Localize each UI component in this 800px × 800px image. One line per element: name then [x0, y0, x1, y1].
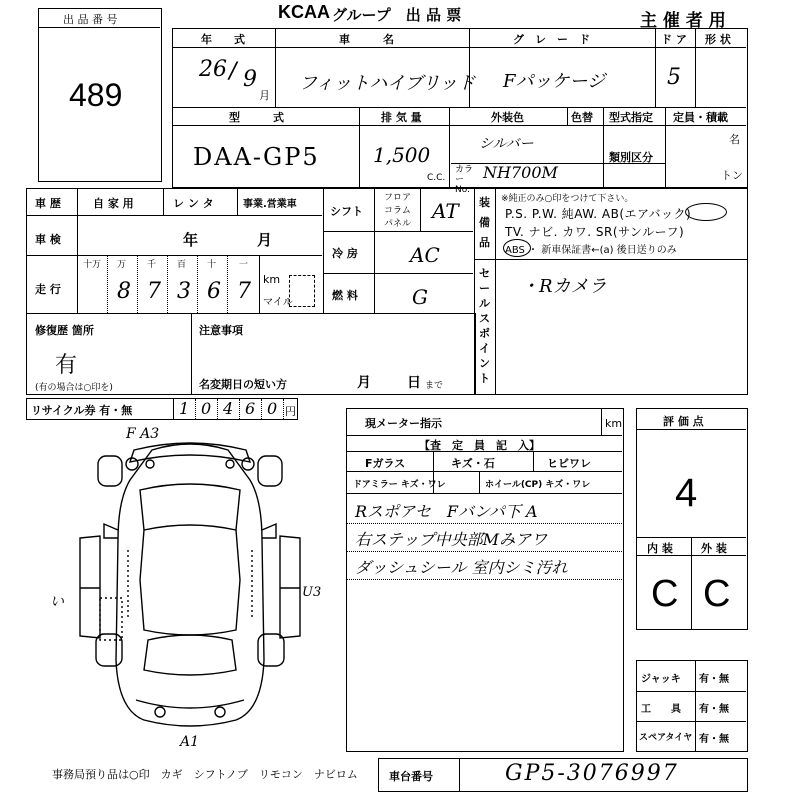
col-door: ド ア — [661, 33, 687, 46]
equipment-note: ※純正のみ○印をつけて下さい。 — [501, 194, 634, 204]
col-body: 形 状 — [705, 33, 731, 46]
fuel-label: 燃 料 — [332, 289, 358, 302]
diagram-front-mark: F A3 — [126, 426, 160, 442]
jack-label: ジャッキ — [641, 674, 681, 685]
digit-label-1k: 千 — [147, 260, 157, 270]
grade-value: Fパッケージ — [503, 71, 606, 92]
meter-unit: km — [605, 417, 623, 430]
exterior-label: 外 装 — [701, 542, 727, 555]
displacement-unit: C.C. — [427, 173, 446, 183]
chassis-label: 車台番号 — [389, 770, 433, 783]
mileage-digit: 8 — [117, 279, 131, 304]
equipment-row-2: TV. ナビ. カワ. SR(サンルーフ) — [505, 225, 685, 239]
recycle-digit: 0 — [267, 399, 278, 418]
chassis-block — [378, 758, 748, 792]
diagram-left-mark: い — [50, 594, 64, 610]
inspection-note: ダッシュシール 室内シミ汚れ — [355, 558, 568, 577]
col-color: 外装色 — [491, 111, 524, 124]
mileage-digit: 7 — [147, 279, 161, 304]
evaluation-block — [636, 408, 748, 630]
history-label: 車 歴 — [35, 197, 61, 210]
evaluation-label: 評 価 点 — [663, 415, 704, 428]
col-capacity: 定員・積載 — [673, 111, 728, 124]
car-name: フィットハイブリッド — [299, 73, 476, 94]
col-model: 型 式 — [229, 111, 284, 124]
unit-km: km — [263, 273, 281, 286]
color-value: シルバー — [479, 136, 534, 152]
mileage-digit: 6 — [207, 279, 221, 304]
shift-opt-floor: フロア — [384, 193, 412, 203]
mileage-digit: 3 — [177, 279, 191, 304]
color-no-label: カラー No. — [455, 165, 474, 195]
diagram-right-mark: U3 — [302, 585, 322, 600]
ac-label: 冷 房 — [332, 247, 358, 260]
lot-number: 489 — [69, 77, 123, 113]
mileage-label: 走 行 — [35, 283, 61, 296]
col-displacement: 排 気 量 — [381, 111, 422, 124]
deadline-until: まで — [425, 381, 444, 391]
mileage-digit: 7 — [237, 279, 251, 304]
glass-label: Fガラス — [365, 457, 406, 470]
model-value: DAA-GP5 — [193, 143, 320, 171]
digit-label-100k: 十万 — [83, 260, 102, 270]
recycle-unit: 円 — [285, 405, 296, 418]
inspection-header: 【査 定 員 記 入】 — [419, 439, 540, 452]
opt-business: 事業.営業車 — [243, 199, 297, 210]
repair-note: (有の場合は○印を) — [35, 383, 113, 393]
shift-opt-panel: パネル — [384, 219, 412, 229]
exterior-grade: C — [703, 573, 731, 615]
col-color-change: 色替 — [571, 111, 593, 124]
car-body-diagram — [40, 420, 340, 750]
recycle-block — [26, 398, 298, 420]
equipment-row-1: P.S. P.W. 純AW. AB(エアバック) — [505, 207, 692, 221]
month-value: 9 — [243, 67, 257, 92]
office-items: 事務局預り品は○印 カギ シフトノブ リモコン ナビロム — [52, 768, 358, 781]
inspection-label: 車 検 — [35, 233, 61, 246]
recycle-digit: 0 — [201, 399, 212, 418]
tools-block — [636, 660, 748, 752]
diagram-rear-mark: A1 — [180, 734, 200, 750]
lot-number-box — [38, 8, 162, 182]
history-block — [26, 188, 324, 314]
digit-label-10: 十 — [207, 260, 217, 270]
shift-value: AT — [432, 199, 459, 223]
caution-label: 注意事項 — [199, 324, 243, 337]
recycle-digit: 6 — [245, 399, 256, 418]
shift-block — [323, 188, 475, 314]
sheet-title: グループ 出 品 票 — [332, 6, 462, 24]
mirror-label: ドアミラー キズ・ワレ — [353, 480, 446, 490]
evaluation-score: 4 — [675, 471, 698, 515]
deadline-day: 日 — [407, 375, 421, 391]
wheel-label: ホイール(CP) キズ・ワレ — [485, 480, 591, 490]
fuel-value: G — [412, 285, 428, 309]
header-logo — [278, 2, 330, 23]
digit-label-10k: 万 — [117, 260, 127, 270]
repair-label: 修復歴 箇所 — [35, 324, 94, 337]
shift-label: シフト — [330, 205, 363, 218]
glass-options: キズ・石 — [451, 457, 495, 470]
recycle-digit: 4 — [223, 399, 234, 418]
crack-label: ヒビワレ — [547, 457, 591, 470]
lot-box-title: 出 品 番 号 — [63, 13, 118, 26]
equipment-side-label: 装備品 — [479, 196, 490, 249]
tool-yes-no: 有・無 — [699, 704, 729, 715]
interior-grade: C — [651, 573, 679, 615]
shift-opt-column: コラム — [384, 206, 411, 216]
inspection-year: 年 — [183, 231, 199, 249]
recycle-label: リサイクル券 有・無 — [31, 404, 133, 417]
col-category: 類別区分 — [609, 151, 653, 164]
sales-point-block — [474, 259, 748, 395]
meter-block — [346, 408, 624, 752]
opt-private: 自 家 用 — [93, 197, 134, 210]
displacement-value: 1,500 — [373, 143, 431, 167]
digit-label-1: 一 — [239, 260, 249, 270]
unit-mile: マイル — [263, 297, 293, 308]
recycle-digit: 1 — [179, 399, 190, 418]
spare-label: スペアタイヤ — [639, 733, 693, 743]
opt-rental: レ ン タ — [173, 197, 214, 210]
inspection-note: Rスポアセ Fバンパ下 A — [355, 502, 538, 521]
spare-yes-no: 有・無 — [699, 734, 729, 745]
meter-label: 現メーター指示 — [365, 417, 442, 430]
capacity-people-unit: 名 — [729, 133, 740, 146]
inspection-month: 月 — [257, 231, 273, 249]
doors-value: 5 — [667, 65, 681, 90]
month-unit: 月 — [259, 89, 270, 102]
deadline-month: 月 — [357, 375, 371, 391]
ac-value: AC — [410, 243, 440, 267]
col-name: 車 名 — [339, 33, 394, 46]
kcaa-logo: KCAA — [278, 2, 330, 22]
chassis-number: GP5-3076997 — [505, 761, 679, 786]
organizer-label: 主 催 者 用 — [640, 11, 726, 31]
equipment-row-3: ABS ・ 新車保証書←(a) 後日送りのみ — [505, 245, 677, 256]
equipment-block — [474, 188, 748, 260]
deadline-label: 名変期日の短い方 — [199, 378, 287, 391]
jack-yes-no: 有・無 — [699, 674, 729, 685]
repair-value: 有 — [55, 353, 78, 378]
capacity-ton-unit: トン — [721, 169, 743, 182]
col-grade: グ レ ー ド — [513, 33, 590, 46]
inspection-note: 右ステップ中央部Mみアワ — [355, 530, 548, 549]
color-no-value: NH700M — [483, 163, 558, 182]
sales-point-text: ・Rカメラ — [521, 276, 607, 297]
digit-label-100: 百 — [177, 260, 187, 270]
tool-label: 工 具 — [641, 704, 681, 715]
col-year: 年 式 — [201, 33, 245, 46]
col-model-designation: 型式指定 — [609, 111, 653, 124]
repair-block — [26, 313, 476, 395]
year-value: 26 — [199, 57, 227, 82]
sales-point-side-label: セールスポイント — [479, 267, 490, 385]
vehicle-table: 年 式 車 名 グ レ ー ド ド ア 形 状 26 / 9 月 フィットハイブリッド Fパッケージ 5 型 式 排 気 量 外装色 色替 型式指定 類別区分 定員・積載 名 トン DAA-GP5 1,500 C.C. シルバー カラー No. NH700M — [172, 28, 748, 188]
interior-label: 内 装 — [647, 542, 673, 555]
